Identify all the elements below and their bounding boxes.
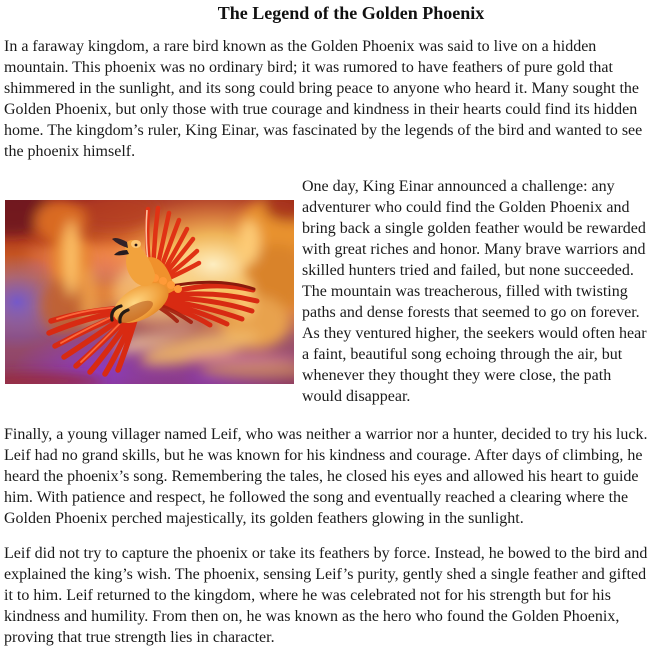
- paragraph-3: Finally, a young villager named Leif, who was neither a warrior nor a hunter, decided to try his luck. Leif had no grand skills, but he was known for his kindness and courage. After days of climbing, he heard the phoenix’s song. Remembering the tales, he closed his eyes and allowed his heart to guide him. With patience and respect, he followed the song and eventually reached a clearing where the Golden Phoenix perched majestically, its golden feathers glowing in the sunlight.: [4, 426, 648, 527]
- document-title: The Legend of the Golden Phoenix: [217, 3, 485, 23]
- paragraph-1: In a faraway kingdom, a rare bird known as the Golden Phoenix was said to live on a hidden mountain. This phoenix was no ordinary bird; it was rumored to have feathers of pure gold that shimmered in the sunlight, and its song could bring peace to anyone who heard it. Many sought the Golden Phoenix, but only those with true courage and kindness in their hearts could find its hidden home. The kingdom’s ruler, King Einar, was fascinated by the legends of the bird and wanted to see the phoenix himself.: [4, 38, 643, 160]
- phoenix-illustration: [5, 200, 294, 384]
- phoenix-artwork: [5, 200, 294, 384]
- paragraph-2-block: [4, 176, 648, 407]
- paragraph-2: One day, King Einar announced a challenge: any adventurer who could find the Golden Phoenix and bring back a single golden feather would be rewarded with great riches and honor. Many brave warriors and skilled hunters tried and failed, but none succeeded. The mountain was treacherous, filled with twisting paths and dense forests that seemed to go on forever. As they ventured higher, the seekers would often hear a faint, beautiful song echoing through the air, but whenever they thought they were close, the path would disappear.: [302, 178, 647, 405]
- paragraph-4: Leif did not try to capture the phoenix or take its feathers by force. Instead, he bowed to the bird and explained the king’s wish. The phoenix, sensing Leif’s purity, gently shed a single feather and gifted it to him. Leif returned to the kingdom, where he was celebrated not for his strength but for his kindness and humility. From then on, he was known as the hero who found the Golden Phoenix, proving that true strength lies in character.: [4, 545, 648, 646]
- document-page: [0, 2, 653, 648]
